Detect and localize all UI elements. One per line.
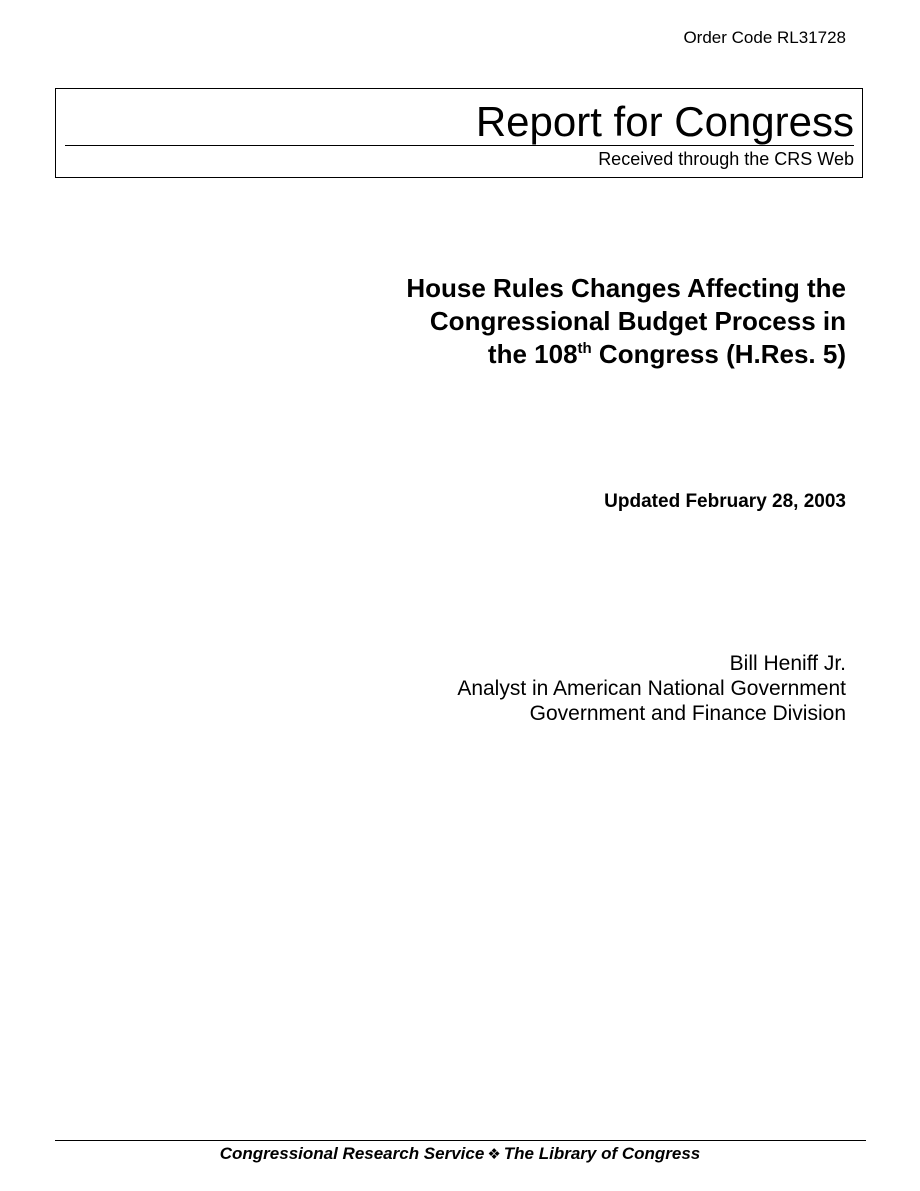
title-line-2: Congressional Budget Process in [429,306,846,336]
title-line-3-end: Congress (H.Res. 5) [591,339,846,369]
diamond-separator-icon: ❖ [487,1145,501,1163]
footer [0,1143,920,1165]
author-block [457,651,846,726]
header-divider [65,145,854,146]
author-name: Bill Heniff Jr. [729,652,846,675]
title-line-1: House Rules Changes Affecting the [406,273,846,303]
report-header-title: Report for Congress [475,98,854,145]
updated-date: Updated February 28, 2003 [604,491,846,512]
author-division: Government and Finance Division [529,702,846,725]
report-header-subtitle: Received through the CRS Web [598,149,854,169]
footer-divider [55,1140,866,1141]
report-header-box [55,88,863,178]
document-title [326,272,846,371]
title-ordinal-suffix: th [577,340,592,357]
title-line-3 [326,338,846,371]
footer-publisher: Congressional Research Service [219,1144,485,1163]
title-line-3-start: the 108 [487,339,578,369]
footer-library: The Library of Congress [503,1144,701,1163]
author-position: Analyst in American National Government [457,677,846,700]
order-code: Order Code RL31728 [683,28,846,47]
